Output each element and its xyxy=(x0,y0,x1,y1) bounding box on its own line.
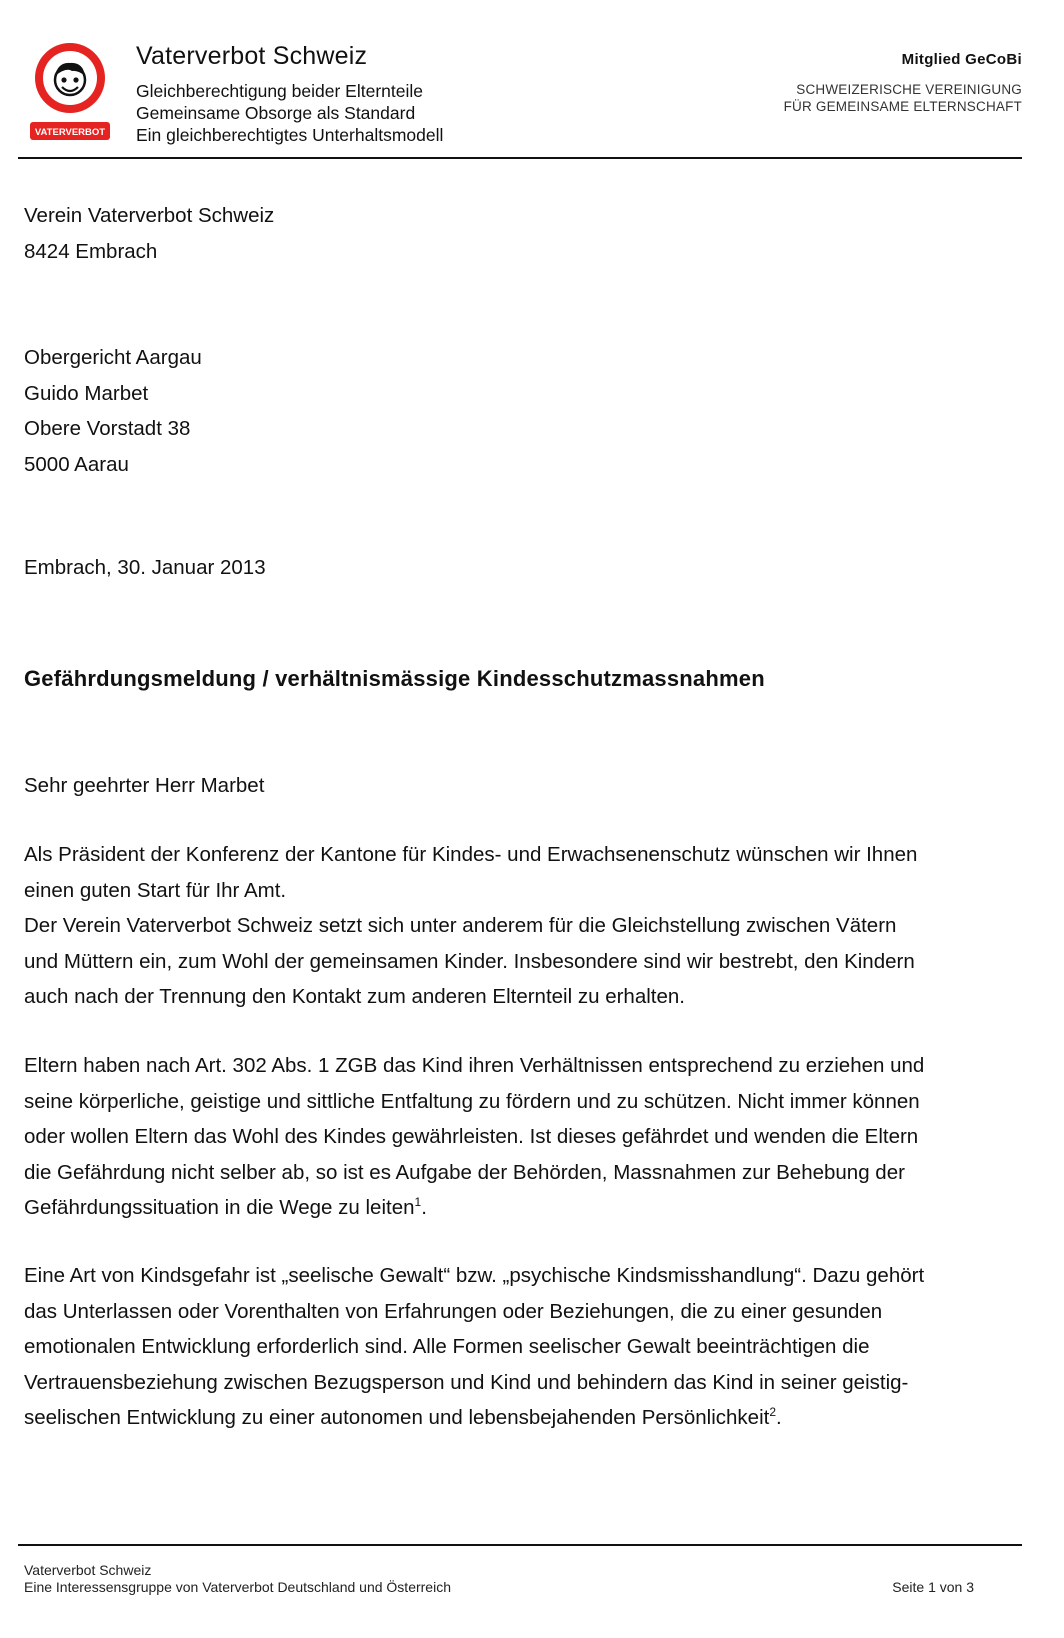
text-line: Der Verein Vaterverbot Schweiz setzt sich unter anderem für die Gleichstellung zwischen Vätern xyxy=(24,914,897,937)
association-line: SCHWEIZERISCHE VEREINIGUNG xyxy=(796,82,1022,97)
footnote-ref[interactable]: 1 xyxy=(414,1195,422,1210)
tagline-line: Ein gleichberechtigtes Unterhaltsmodell xyxy=(136,125,444,145)
tagline-line: Gemeinsame Obsorge als Standard xyxy=(136,103,416,123)
footer-line: Eine Interessensgruppe von Vaterverbot Deutschland und Österreich xyxy=(24,1578,451,1595)
association-line: FÜR GEMEINSAME ELTERNSCHAFT xyxy=(783,99,1022,114)
paragraph-legal xyxy=(24,1048,924,1226)
recipient-line: Guido Marbet xyxy=(24,381,149,405)
text-line: Eltern haben nach Art. 302 Abs. 1 ZGB das Kind ihren Verhältnissen entsprechend zu erziehen und xyxy=(24,1054,925,1077)
paragraph-intro xyxy=(24,837,917,1015)
organization-name: Vaterverbot Schweiz xyxy=(136,42,368,70)
text-line: oder wollen Eltern das Wohl des Kindes gewährleisten. Ist dieses gefährdet und wenden die Eltern xyxy=(24,1125,919,1148)
page-number: Seite 1 von 3 xyxy=(892,1579,974,1595)
association-name xyxy=(784,81,1022,115)
recipient-line: 5000 Aarau xyxy=(24,452,129,476)
svg-text:VATERVERBOT: VATERVERBOT xyxy=(34,127,106,138)
text-line: einen guten Start für Ihr Amt. xyxy=(24,878,287,902)
text-line: die Gefährdung nicht selber ab, so ist es Aufgabe der Behörden, Massnahmen zur Behebung der xyxy=(24,1160,905,1184)
header-divider xyxy=(18,157,1022,159)
recipient-line: Obere Vorstadt 38 xyxy=(24,417,191,440)
text-line: Eine Art von Kindsgefahr ist „seelische Gewalt“ bzw. „psychische Kindsmisshandlung“. Dazu gehört xyxy=(24,1264,925,1287)
letter-subject: Gefährdungsmeldung / verhältnismässige Kindesschutzmassnahmen xyxy=(24,666,765,691)
footer-organization xyxy=(24,1562,451,1595)
text-line: seine körperliche, geistige und sittliche Entfaltung zu fördern und zu schützen. Nicht immer können xyxy=(24,1089,920,1113)
letter-date: Embrach, 30. Januar 2013 xyxy=(24,556,266,579)
text-line: auch nach der Trennung den Kontakt zum anderen Elternteil zu erhalten. xyxy=(24,985,685,1008)
text-line: emotionalen Entwicklung erforderlich sind. Alle Formen seelischer Gewalt beeinträchtigen die xyxy=(24,1335,870,1358)
tagline-line: Gleichberechtigung beider Elternteile xyxy=(136,81,423,101)
text-line: Als Präsident der Konferenz der Kantone für Kindes- und Erwachsenenschutz wünschen wir Ihnen xyxy=(24,843,918,866)
text-line: das Unterlassen oder Vorenthalten von Erfahrungen oder Beziehungen, die zu einer gesunden xyxy=(24,1299,883,1323)
paragraph-violence xyxy=(24,1258,924,1436)
text-line: und Müttern ein, zum Wohl der gemeinsamen Kinder. Insbesondere sind wir bestrebt, den Kindern xyxy=(24,949,915,973)
salutation: Sehr geehrter Herr Marbet xyxy=(24,774,265,797)
organization-logo xyxy=(28,40,112,144)
recipient-line: Obergericht Aargau xyxy=(24,346,202,369)
text-line: seelischen Entwicklung zu einer autonomen und lebensbejahenden Persönlichkeit$^2$. xyxy=(24,1405,782,1429)
organization-tagline xyxy=(136,80,443,146)
recipient-address xyxy=(24,340,202,482)
sender-line: Verein Vaterverbot Schweiz xyxy=(24,204,275,227)
footnote-ref[interactable]: 2 xyxy=(769,1405,777,1420)
text-line: Gefährdungssituation in die Wege zu leiten$^1$. xyxy=(24,1195,427,1219)
footer-divider xyxy=(18,1544,1022,1546)
text-line: Vertrauensbeziehung zwischen Bezugsperson und Kind und behindern das Kind in seiner geistig- xyxy=(24,1370,909,1394)
sender-address xyxy=(24,198,274,269)
sender-line: 8424 Embrach xyxy=(24,239,158,263)
footer-line: Vaterverbot Schweiz xyxy=(24,1562,152,1578)
membership-label: Mitglied GeCoBi xyxy=(901,51,1022,68)
